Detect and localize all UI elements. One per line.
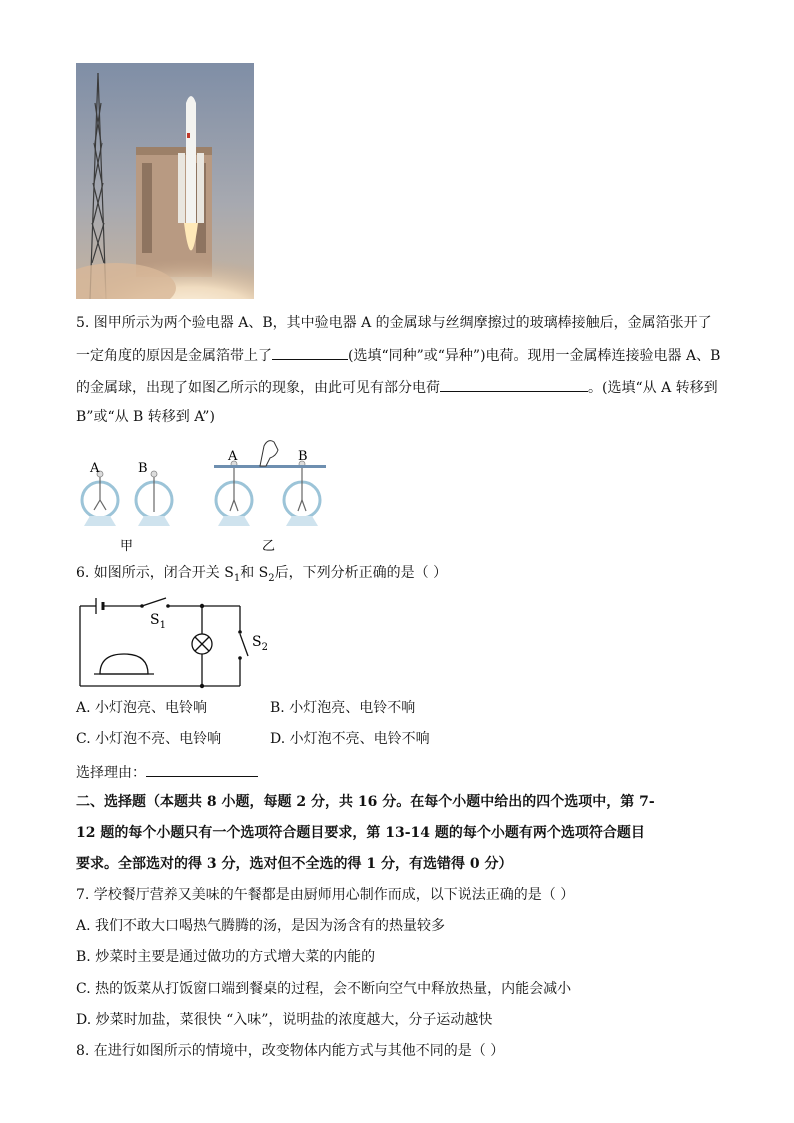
q5-answer-blank-1[interactable] (272, 345, 348, 360)
electroscope-label-b-2: B (298, 449, 308, 464)
q5-line-2: 一定角度的原因是金属箔带上了 (选填“同种”或“异种”)电荷。现用一金属棒连接验电器 A、B (76, 345, 720, 365)
q6-option-a[interactable]: A. 小灯泡亮、电铃响 (76, 700, 208, 716)
figure-caption-jia: 甲 (120, 539, 134, 554)
q6-option-b[interactable]: B. 小灯泡亮、电铃不响 (270, 700, 416, 716)
electroscope-label-b-1: B (138, 461, 148, 476)
q7-stem: 7. 学校餐厅营养又美味的午餐都是由厨师用心制作而成，以下说法正确的是（ ） (76, 887, 575, 903)
electroscope-label-a-1: A (90, 461, 100, 476)
switch-s1-label: $S_1$ (150, 612, 166, 631)
q6-stem: 6. 如图所示，闭合开关 $S_1$和 $S_2$后，下列分析正确的是（ ） (76, 565, 448, 584)
q6-reason: 选择理由： (76, 762, 258, 782)
q7-option-b[interactable]: B. 炒菜时主要是通过做功的方式增大菜的内能的 (76, 949, 376, 965)
q5-line-1: 5. 图甲所示为两个验电器 A、B，其中验电器 A 的金属球与丝绸摩擦过的玻璃棒接触后，金属箔张开了 (76, 315, 712, 331)
rocket-launch-photo (76, 63, 254, 299)
q7-option-d[interactable]: D. 炒菜时加盐，菜很快 “入味”，说明盐的浓度越大，分子运动越快 (76, 1012, 493, 1028)
switch-s2-label: $S_2$ (252, 634, 268, 653)
q7-option-a[interactable]: A. 我们不敢大口喝热气腾腾的汤，是因为汤含有的热量较多 (76, 918, 446, 934)
q8-stem: 8. 在进行如图所示的情境中，改变物体内能方式与其他不同的是（ ） (76, 1043, 505, 1059)
section2-line-1: 二、选择题（本题共 8 小题，每题 2 分，共 16 分。在每个小题中给出的四个选项中，第 7- (76, 794, 655, 810)
section2-line-3: 要求。全部选对的得 3 分，选对但不全选的得 1 分，有选错得 0 分） (76, 856, 513, 872)
q5-line-4: B”或“从 B 转移到 A”) (76, 409, 215, 425)
section2-line-2: 12 题的每个小题只有一个选项符合题目要求，第 13-14 题的每个小题有两个选项符合题目 (76, 825, 645, 841)
figure-caption-yi: 乙 (262, 539, 276, 554)
circuit-diagram (76, 592, 276, 692)
q6-option-c[interactable]: C. 小灯泡不亮、电铃响 (76, 731, 222, 747)
q5-line-3: 的金属球，出现了如图乙所示的现象，由此可见有部分电荷 。(选填“从 A 转移到 (76, 377, 718, 397)
q7-option-c[interactable]: C. 热的饭菜从打饭窗口端到餐桌的过程，会不断向空气中释放热量，内能会减小 (76, 981, 572, 997)
electroscope-figure (72, 436, 332, 556)
q5-answer-blank-2[interactable] (440, 377, 588, 392)
q6-option-d[interactable]: D. 小灯泡不亮、电铃不响 (270, 731, 430, 747)
q6-reason-blank[interactable] (146, 762, 258, 777)
electroscope-label-a-2: A (228, 449, 238, 464)
